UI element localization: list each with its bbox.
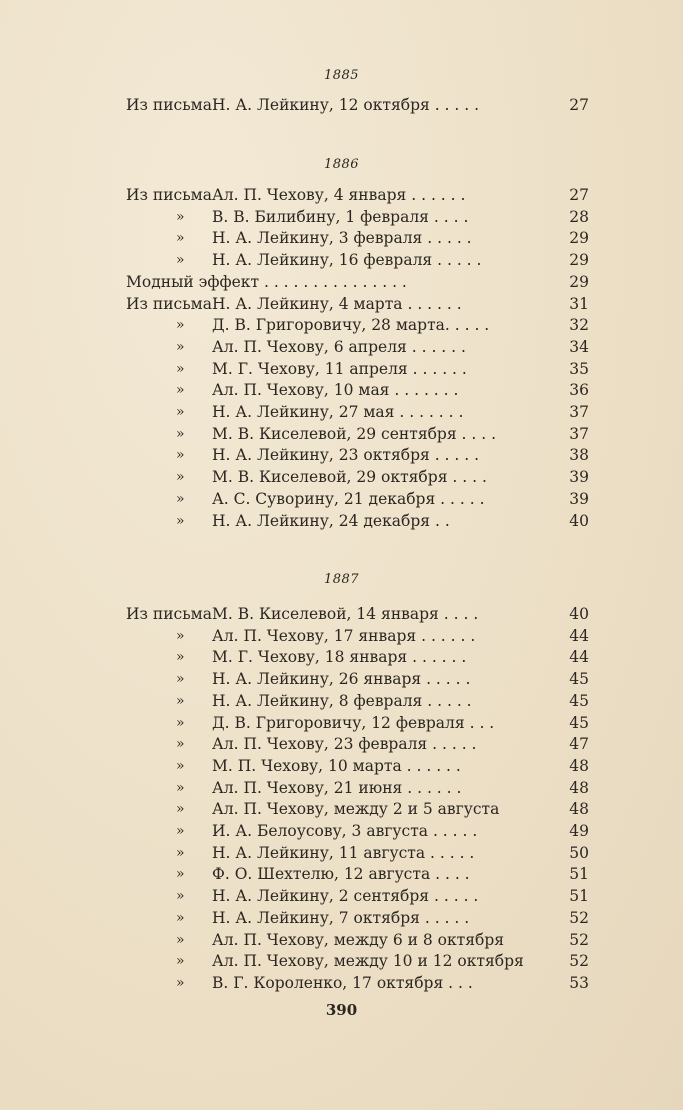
entry-text: В. Г. Короленко, 17 октября . . . (212, 973, 473, 992)
entry-text: Д. В. Григоровичу, 12 февраля . . . (212, 713, 495, 732)
ditto-mark: » (176, 757, 185, 774)
entry-text: Н. А. Лейкину, 24 декабря . . (212, 511, 450, 530)
entry-text: Н. А. Лейкину, 23 октября . . . . . (212, 446, 480, 465)
toc-entry (0, 820, 683, 842)
entry-page-number: 36 (569, 381, 589, 400)
toc-entry (0, 668, 683, 690)
toc-entry (0, 358, 683, 380)
entry-text: Ал. П. Чехову, 23 февраля . . . . . (212, 735, 477, 754)
entry-page-number: 29 (569, 272, 589, 291)
toc-entry (0, 712, 683, 734)
entry-page-number: 52 (569, 930, 589, 949)
toc-entry (0, 466, 683, 488)
toc-entry (0, 510, 683, 532)
entry-page-number: 49 (569, 822, 589, 840)
toc-entry (0, 444, 683, 466)
ditto-mark: » (176, 823, 185, 839)
entry-page-number: 37 (569, 424, 589, 443)
entry-page-number: 51 (569, 887, 589, 906)
entry-page-number: 34 (569, 337, 589, 356)
entry-lead: Из письма (126, 96, 212, 114)
ditto-mark: » (176, 649, 185, 666)
entry-page-number: 44 (569, 648, 589, 667)
entry-page-number: 28 (569, 207, 589, 226)
toc-entry (0, 863, 683, 885)
entry-text: Ал. П. Чехову, между 6 и 8 октября (212, 930, 505, 949)
toc-entry (0, 755, 683, 777)
ditto-mark: » (176, 866, 185, 883)
toc-entry (0, 94, 683, 116)
toc-entry (0, 603, 683, 625)
ditto-mark: » (176, 627, 185, 644)
ditto-mark: » (176, 338, 185, 355)
entry-lead: Из письма (126, 294, 212, 313)
entry-text: М. В. Киселевой, 14 января . . . . (212, 605, 479, 623)
entry-text: М. Г. Чехову, 11 апреля . . . . . . (212, 359, 467, 378)
entry-text: М. Г. Чехову, 18 января . . . . . . (212, 648, 467, 667)
toc-entry (0, 379, 683, 401)
toc-entry (0, 798, 683, 820)
ditto-mark: » (176, 909, 185, 926)
entry-lead: Из письма (126, 186, 212, 204)
entry-page-number: 40 (569, 511, 589, 530)
entry-text: Н. А. Лейкину, 7 октября . . . . . (212, 908, 470, 927)
ditto-mark: » (176, 382, 185, 399)
entry-page-number: 27 (569, 186, 589, 204)
ditto-mark: » (176, 230, 185, 247)
entry-text: М. П. Чехову, 10 марта . . . . . . (212, 756, 461, 775)
entry-page-number: 50 (569, 843, 589, 862)
ditto-mark: » (176, 714, 185, 731)
toc-entry (0, 733, 683, 755)
ditto-mark: » (176, 425, 185, 442)
entry-text: Н. А. Лейкину, 16 февраля . . . . . (212, 251, 482, 270)
entry-page-number: 37 (569, 403, 589, 421)
toc-entry (0, 907, 683, 929)
entry-text: М. В. Киселевой, 29 октября . . . . (212, 468, 487, 487)
toc-entry (0, 950, 683, 972)
toc-entry (0, 972, 683, 994)
section-year: 1887 (323, 572, 360, 587)
ditto-mark: » (176, 779, 185, 796)
ditto-mark: » (176, 931, 185, 948)
ditto-mark: » (176, 974, 185, 991)
toc-entry (0, 625, 683, 647)
entry-lead: Из письма (126, 605, 212, 623)
toc-entry (0, 777, 683, 799)
ditto-mark: » (176, 671, 185, 688)
entry-page-number: 45 (569, 691, 589, 710)
section-year: 1885 (323, 68, 360, 83)
toc-entry (0, 314, 683, 336)
entry-page-number: 31 (569, 294, 589, 313)
entry-text: Н. А. Лейкину, 12 октября . . . . . (212, 96, 480, 114)
entry-page-number: 39 (569, 468, 589, 487)
entry-text: Ф. О. Шехтелю, 12 августа . . . . (212, 865, 470, 884)
ditto-mark: » (176, 736, 185, 753)
ditto-mark: » (176, 252, 185, 269)
toc-entry (0, 401, 683, 423)
page-number: 390 (325, 1001, 358, 1019)
entry-page-number: 51 (569, 865, 589, 884)
entry-page-number: 48 (569, 778, 589, 797)
ditto-mark: » (176, 888, 185, 905)
ditto-mark: » (176, 844, 185, 861)
toc-entry (0, 227, 683, 249)
ditto-mark: » (176, 208, 185, 225)
toc-entry (0, 271, 683, 293)
entry-text: Ал. П. Чехову, 21 июня . . . . . . (212, 778, 462, 797)
entry-page-number: 48 (569, 800, 589, 819)
entry-page-number: 45 (569, 713, 589, 732)
entry-text: Ал. П. Чехову, 6 апреля . . . . . . (212, 337, 466, 356)
entry-text: Ал. П. Чехову, 4 января . . . . . . (212, 186, 466, 204)
entry-text: Н. А. Лейкину, 4 марта . . . . . . (212, 294, 462, 313)
entry-page-number: 29 (569, 251, 589, 270)
entry-text: Ал. П. Чехову, 10 мая . . . . . . . (212, 381, 459, 400)
ditto-mark: » (176, 360, 185, 377)
entry-text: Н. А. Лейкину, 2 сентября . . . . . (212, 887, 479, 906)
toc-entry (0, 690, 683, 712)
entry-text: Н. А. Лейкину, 26 января . . . . . (212, 670, 471, 689)
toc-entry (0, 423, 683, 445)
entry-page-number: 53 (569, 973, 589, 992)
entry-text: Н. А. Лейкину, 11 августа . . . . . (212, 843, 475, 862)
ditto-mark: » (176, 953, 185, 970)
entry-text: Н. А. Лейкину, 27 мая . . . . . . . (212, 403, 464, 421)
toc-entry (0, 184, 683, 206)
entry-text: Ал. П. Чехову, между 10 и 12 октября (212, 952, 524, 971)
entry-text: В. В. Билибину, 1 февраля . . . . (212, 207, 469, 226)
toc-entry (0, 206, 683, 228)
entry-text: Ал. П. Чехову, 17 января . . . . . . (212, 626, 476, 645)
ditto-mark: » (176, 512, 185, 529)
entry-text: Н. А. Лейкину, 8 февраля . . . . . (212, 691, 472, 710)
entry-page-number: 45 (569, 670, 589, 689)
entry-text: Модный эффект . . . . . . . . . . . . . . . (126, 272, 407, 291)
entry-text: Ал. П. Чехову, между 2 и 5 августа (212, 800, 500, 819)
ditto-mark: » (176, 490, 185, 507)
toc-entry (0, 929, 683, 951)
ditto-mark: » (176, 447, 185, 464)
entry-text: Н. А. Лейкину, 3 февраля . . . . . (212, 229, 472, 248)
toc-entry (0, 293, 683, 315)
entry-page-number: 48 (569, 756, 589, 775)
entry-page-number: 32 (569, 316, 589, 335)
entry-page-number: 52 (569, 952, 589, 971)
toc-entry (0, 249, 683, 271)
entry-page-number: 52 (569, 908, 589, 927)
ditto-mark: » (176, 469, 185, 486)
ditto-mark: » (176, 317, 185, 334)
entry-text: А. С. Суворину, 21 декабря . . . . . (212, 489, 485, 508)
toc-entry (0, 488, 683, 510)
entry-page-number: 40 (569, 605, 589, 623)
toc-entry (0, 336, 683, 358)
ditto-mark: » (176, 404, 185, 420)
section-year: 1886 (323, 157, 360, 172)
entry-page-number: 27 (569, 96, 589, 114)
toc-entry (0, 646, 683, 668)
ditto-mark: » (176, 801, 185, 818)
entry-text: М. В. Киселевой, 29 сентября . . . . (212, 424, 497, 443)
entry-page-number: 35 (569, 359, 589, 378)
entry-page-number: 47 (569, 735, 589, 754)
ditto-mark: » (176, 692, 185, 709)
entry-page-number: 29 (569, 229, 589, 248)
entry-page-number: 38 (569, 446, 589, 465)
toc-entry (0, 885, 683, 907)
entry-text: И. А. Белоусову, 3 августа . . . . . (212, 822, 478, 840)
entry-page-number: 44 (569, 626, 589, 645)
toc-entry (0, 842, 683, 864)
entry-page-number: 39 (569, 489, 589, 508)
entry-text: Д. В. Григоровичу, 28 марта. . . . . (212, 316, 490, 335)
